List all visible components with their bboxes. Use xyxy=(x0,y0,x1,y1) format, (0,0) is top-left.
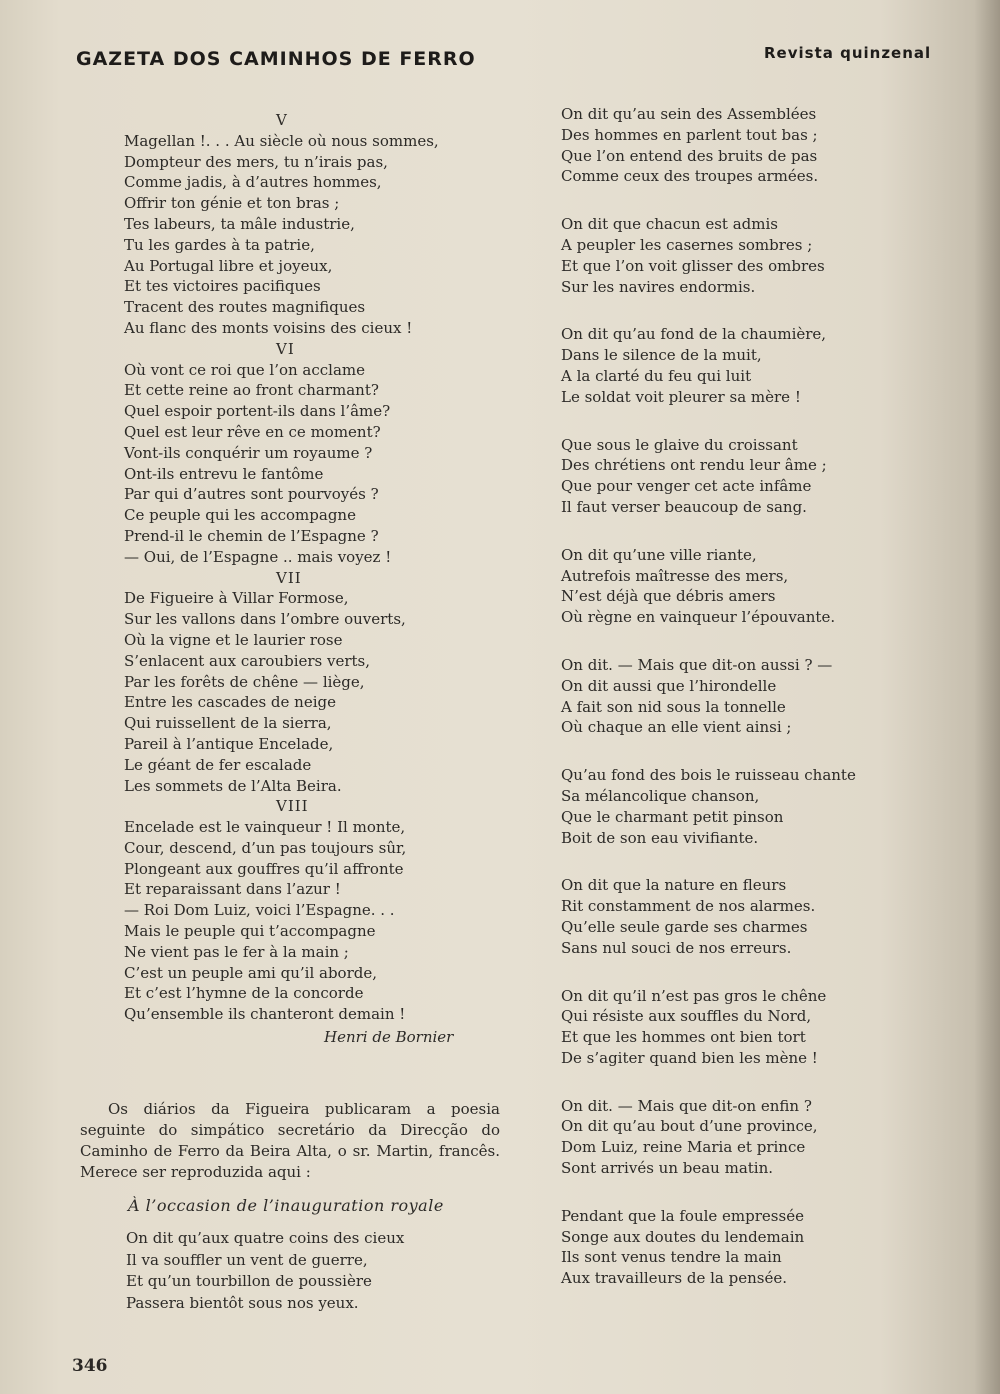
poem-line: N’est déjà que débris amers xyxy=(561,587,776,606)
second-poem-opening xyxy=(126,1228,404,1314)
poem-line: Dompteur des mers, tu n’irais pas, xyxy=(124,152,388,171)
poem-line: Des chrétiens ont rendu leur âme ; xyxy=(561,456,827,475)
poem-line: Pareil à l’antique Encelade, xyxy=(124,734,334,753)
poem-line: Il faut verser beaucoup de sang. xyxy=(561,497,807,516)
poem-line: Sont arrivés un beau matin. xyxy=(561,1159,774,1178)
stanza xyxy=(561,324,961,407)
poem-line: Au Portugal libre et joyeux, xyxy=(124,256,333,275)
poem-line: A fait son nid sous la tonnelle xyxy=(561,697,786,716)
stanza xyxy=(561,545,961,628)
poem-line: Tu les gardes à ta patrie, xyxy=(124,235,315,254)
poem-line: On dit que la nature en fleurs xyxy=(561,876,787,895)
stanza xyxy=(561,1096,961,1179)
poem-line: Dom Luiz, reine Maria et prince xyxy=(561,1138,806,1157)
poem-line: Sur les navires endormis. xyxy=(561,277,756,296)
stanza xyxy=(561,765,961,848)
right-poem-column xyxy=(561,104,961,1316)
stanza xyxy=(561,214,961,297)
poem-line: Offrir ton génie et ton bras ; xyxy=(124,194,340,213)
poem-line: De Figueire à Villar Formose, xyxy=(124,589,349,608)
poem-line: Que pour venger cet acte infâme xyxy=(561,477,812,496)
poem-line: On dit. — Mais que dit-on aussi ? — xyxy=(561,655,833,674)
stanza xyxy=(561,435,961,518)
poem-line: Qu’ensemble ils chanteront demain ! xyxy=(124,1005,406,1024)
poem-line: Comme ceux des troupes armées. xyxy=(561,167,819,186)
poem-line: — Roi Dom Luiz, voici l’Espagne. . . xyxy=(124,901,395,920)
poem-line: Par les forêts de chêne — liège, xyxy=(124,672,365,691)
poem-line: Pendant que la foule empressée xyxy=(561,1206,804,1225)
poem-line: Tracent des routes magnifiques xyxy=(124,298,366,317)
poem-line: A peupler les casernes sombres ; xyxy=(561,235,813,254)
poem-line: Que sous le glaive du croissant xyxy=(561,435,798,454)
poem-line: Prend-il le chemin de l’Espagne ? xyxy=(124,526,379,545)
stanza xyxy=(561,875,961,958)
poem-line: Ne vient pas le fer à la main ; xyxy=(124,942,349,961)
poem-line: Et c’est l’hymne de la concorde xyxy=(124,984,364,1003)
section-numeral: V xyxy=(276,111,288,129)
poem-line: Et que les hommes ont bien tort xyxy=(561,1028,806,1047)
section-numeral: VIII xyxy=(276,797,309,816)
poem-line: Sa mélancolique chanson, xyxy=(561,786,760,805)
poem-line: On dit qu’une ville riante, xyxy=(561,545,757,564)
poem-line: Autrefois maîtresse des mers, xyxy=(561,566,789,585)
poem-line: Quel espoir portent-ils dans l’âme? xyxy=(124,402,391,421)
poem-line: On dit qu’aux quatre coins des cieux xyxy=(126,1229,405,1247)
poem-line: On dit que chacun est admis xyxy=(561,215,778,234)
section-numeral: VI xyxy=(276,339,295,358)
poem-line: Il va souffler un vent de guerre, xyxy=(126,1250,368,1269)
poem-line: Où vont ce roi que l’on acclame xyxy=(124,360,366,379)
poem-line: Plongeant aux gouffres qu’il affronte xyxy=(124,859,404,878)
poem-line: C’est un peuple ami qu’il aborde, xyxy=(124,963,378,982)
poem-line: Tes labeurs, ta mâle industrie, xyxy=(124,214,355,233)
poem-line: On dit qu’il n’est pas gros le chêne xyxy=(561,986,827,1005)
poem-line: Et tes victoires pacifiques xyxy=(124,277,321,296)
poem-line: Rit constamment de nos alarmes. xyxy=(561,897,816,916)
poem-line: Quel est leur rêve en ce moment? xyxy=(124,422,381,441)
poem-line: Ont-ils entrevu le fantôme xyxy=(124,464,324,483)
poem-line: Et reparaissant dans l’azur ! xyxy=(124,880,341,899)
poem-line: Comme jadis, à d’autres hommes, xyxy=(124,173,382,192)
stanza xyxy=(561,986,961,1069)
binding-shadow xyxy=(974,0,1000,1394)
poem-line: Ce peuple qui les accompagne xyxy=(124,506,356,525)
poem-line: Où la vigne et le laurier rose xyxy=(124,630,343,649)
poem-line: Des hommes en parlent tout bas ; xyxy=(561,125,818,144)
poem-line: Le géant de fer escalade xyxy=(124,755,312,774)
poem-line: Vont-ils conquérir um royaume ? xyxy=(124,443,373,462)
left-poem-column xyxy=(124,110,524,1048)
poem-line: Qui résiste aux souffles du Nord, xyxy=(561,1007,812,1026)
poem-line: A la clarté du feu qui luit xyxy=(561,366,752,385)
poem-line: On dit qu’au sein des Assemblées xyxy=(561,105,817,123)
poem-line: Et qu’un tourbillon de poussière xyxy=(126,1272,372,1290)
stanza xyxy=(561,104,961,187)
poem-line: Par qui d’autres sont pourvoyés ? xyxy=(124,485,379,504)
poem-line: Où règne en vainqueur l’épouvante. xyxy=(561,608,836,627)
poem-line: Le soldat voit pleurer sa mère ! xyxy=(561,387,801,406)
poem-line: Passera bientôt sous nos yeux. xyxy=(126,1293,359,1312)
section-numeral: VII xyxy=(276,568,302,587)
second-poem-title: À l’occasion de l’inauguration royale xyxy=(128,1196,444,1215)
poem-line: Que l’on entend des bruits de pas xyxy=(561,146,818,165)
poem-line: Mais le peuple qui t’accompagne xyxy=(124,922,376,941)
journal-title: GAZETA DOS CAMINHOS DE FERRO xyxy=(76,48,476,70)
poem-line: Que le charmant petit pinson xyxy=(561,807,784,826)
poem-line: S’enlacent aux caroubiers verts, xyxy=(124,651,371,670)
poem-line: Et cette reine ao front charmant? xyxy=(124,381,379,400)
poem-line: Qu’elle seule garde ses charmes xyxy=(561,917,808,936)
page-number: 346 xyxy=(72,1356,108,1376)
poem-line: On dit. — Mais que dit-on enfin ? xyxy=(561,1096,812,1115)
poem-line: Magellan !. . . Au siècle où nous sommes, xyxy=(124,131,439,150)
journal-subtitle: Revista quinzenal xyxy=(764,44,932,62)
stanza xyxy=(561,1206,961,1289)
poem-line: On dit aussi que l’hirondelle xyxy=(561,676,777,695)
poem-line: Ils sont venus tendre la main xyxy=(561,1248,782,1267)
poem-line: Qui ruissellent de la sierra, xyxy=(124,714,332,733)
poem-line: Dans le silence de la muit, xyxy=(561,346,762,365)
poem-line: Au flanc des monts voisins des cieux ! xyxy=(124,318,413,337)
poem-line: On dit qu’au fond de la chaumière, xyxy=(561,325,827,344)
poem-line: Qu’au fond des bois le ruisseau chante xyxy=(561,766,856,785)
poem-line: Sur les vallons dans l’ombre ouverts, xyxy=(124,610,406,629)
poem-line: Entre les cascades de neige xyxy=(124,693,336,712)
poem-line: Boit de son eau vivifiante. xyxy=(561,828,759,847)
prose-paragraph xyxy=(80,1099,500,1183)
poem-line: Et que l’on voit glisser des ombres xyxy=(561,256,825,275)
poem-line: On dit qu’au bout d’une province, xyxy=(561,1117,818,1136)
poem-line: De s’agiter quand bien les mène ! xyxy=(561,1048,818,1067)
poem-line: Où chaque an elle vient ainsi ; xyxy=(561,718,792,737)
poem-line: Sans nul souci de nos erreurs. xyxy=(561,938,792,957)
poem-line: Songe aux doutes du lendemain xyxy=(561,1227,805,1246)
prose-text: Os diários da Figueira publicaram a poesia seguinte do simpático secretário da Direcção do Caminho de Ferro da Beira Alta, o sr. Martin, francês. Merece ser reproduzida aqui : xyxy=(80,1100,500,1181)
poem-line: Aux travailleurs de la pensée. xyxy=(561,1269,787,1288)
poem-line: Cour, descend, d’un pas toujours sûr, xyxy=(124,838,407,857)
signature: Henri de Bornier xyxy=(324,1028,454,1047)
poem-line: Les sommets de l’Alta Beira. xyxy=(124,776,342,795)
stanza xyxy=(561,655,961,738)
poem-line: — Oui, de l’Espagne .. mais voyez ! xyxy=(124,547,392,566)
poem-line: Encelade est le vainqueur ! Il monte, xyxy=(124,818,406,837)
